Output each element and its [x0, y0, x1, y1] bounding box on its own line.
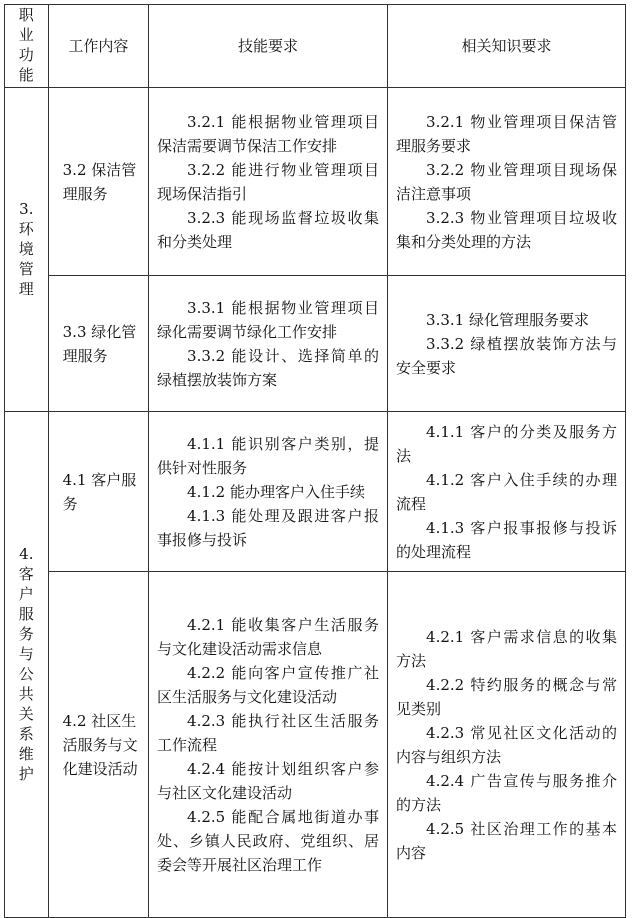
table-row	[5, 572, 626, 918]
knowledge-item: 3.2.2 物业管理项目现场保洁注意事项	[396, 160, 617, 203]
function-cell	[5, 88, 49, 412]
skill-item: 4.1.3 能处理及跟进客户报事报修与投诉	[157, 506, 380, 549]
function-label: 4. 客户服务与公共关系维护	[18, 544, 34, 783]
knowledge-item: 4.2.1 客户需求信息的收集方法	[396, 627, 617, 670]
header-work: 工作内容	[48, 5, 148, 88]
table-row	[5, 88, 626, 276]
work-content-cell: 4.2 社区生活服务与文化建设活动	[48, 572, 148, 918]
knowledge-item: 4.1.1 客户的分类及服务方法	[396, 422, 617, 465]
skill-item: 4.2.2 能向客户宣传推广社区生活服务与文化建设活动	[157, 663, 380, 706]
work-content-cell: 3.2 保洁管理服务	[48, 88, 148, 276]
skill-requirements-cell	[149, 412, 388, 572]
table-header-row	[5, 5, 626, 88]
knowledge-item: 4.2.4 广告宣传与服务推介的方法	[396, 771, 617, 814]
skill-item: 3.3.2 能设计、选择简单的绿植摆放装饰方案	[157, 346, 380, 389]
skills-standard-table	[4, 4, 626, 918]
knowledge-requirements-cell	[388, 572, 626, 918]
knowledge-item: 3.2.3 物业管理项目垃圾收集和分类处理的方法	[396, 208, 617, 251]
knowledge-item: 4.2.3 常见社区文化活动的内容与组织方法	[396, 723, 617, 766]
skill-item: 3.2.1 能根据物业管理项目保洁需要调节保洁工作安排	[157, 112, 380, 155]
function-cell	[5, 412, 49, 918]
skill-requirements-cell	[149, 88, 388, 276]
work-content-cell: 4.1 客户服务	[48, 412, 148, 572]
knowledge-item: 3.3.2 绿植摆放装饰方法与安全要求	[396, 334, 617, 377]
knowledge-item: 4.2.2 特约服务的概念与常见类别	[396, 675, 617, 718]
knowledge-item: 3.2.1 物业管理项目保洁管理服务要求	[396, 112, 617, 155]
skill-item: 3.2.3 能现场监督垃圾收集和分类处理	[157, 208, 380, 251]
skill-item: 4.2.3 能执行社区生活服务工作流程	[157, 711, 380, 754]
work-content-cell: 3.3 绿化管理服务	[48, 276, 148, 412]
skill-item: 4.2.1 能收集客户生活服务与文化建设活动需求信息	[157, 615, 380, 658]
table-row	[5, 412, 626, 572]
header-function: 职业功能	[5, 5, 49, 88]
knowledge-requirements-cell	[388, 88, 626, 276]
skill-requirements-cell	[149, 276, 388, 412]
skill-item: 3.2.2 能进行物业管理项目现场保洁指引	[157, 160, 380, 203]
header-knowledge: 相关知识要求	[388, 5, 626, 88]
knowledge-item: 4.1.3 客户报事报修与投诉的处理流程	[396, 518, 617, 561]
function-label: 3. 环境管理	[18, 199, 34, 298]
knowledge-item: 3.3.1 绿化管理服务要求	[426, 310, 589, 329]
knowledge-item: 4.1.2 客户入住手续的办理流程	[396, 470, 617, 513]
knowledge-requirements-cell	[388, 412, 626, 572]
skill-item: 4.1.1 能识别客户类别，提供针对性服务	[157, 434, 380, 477]
skill-item: 4.2.5 能配合属地街道办事处、乡镇人民政府、党组织、居委会等开展社区治理工作	[157, 807, 380, 874]
table-row	[5, 276, 626, 412]
table-body	[5, 88, 626, 918]
skill-item: 3.3.1 能根据物业管理项目绿化需要调节绿化工作安排	[157, 298, 380, 341]
skill-requirements-cell	[149, 572, 388, 918]
skill-item: 4.1.2 能办理客户入住手续	[187, 482, 365, 501]
skill-item: 4.2.4 能按计划组织客户参与社区文化建设活动	[157, 759, 380, 802]
header-skill: 技能要求	[149, 5, 388, 88]
knowledge-requirements-cell	[388, 276, 626, 412]
knowledge-item: 4.2.5 社区治理工作的基本内容	[396, 819, 617, 862]
